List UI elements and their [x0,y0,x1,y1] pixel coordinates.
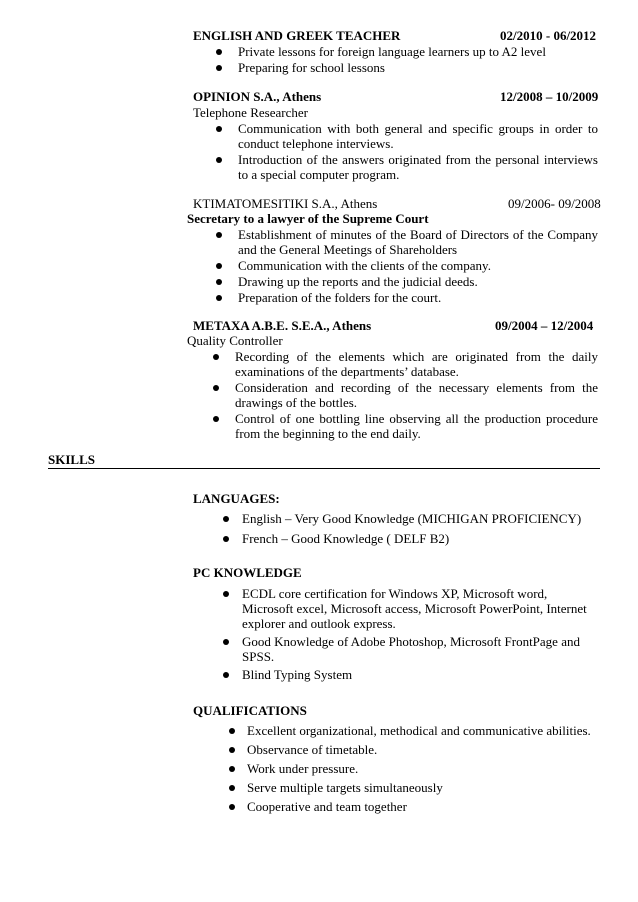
skill-item: French – Good Knowledge ( DELF B2) [242,531,450,546]
job-role: Telephone Researcher [193,105,308,120]
bullet-icon [216,65,222,71]
job-dates: 09/2006- 09/2008 [508,196,601,211]
skills-subheading-pc: PC KNOWLEDGE [193,565,302,580]
skill-item: English – Very Good Knowledge (MICHIGAN PROFICIENCY) [242,511,582,526]
section-divider [48,468,600,469]
job-dates: 02/2010 - 06/2012 [500,28,597,43]
job-company: KTIMATOMESITIKI S.A., Athens [193,196,378,211]
job-bullet: Control of one bottling line observing all the production procedure [235,411,598,426]
skill-item: Good Knowledge of Adobe Photoshop, Microsoft FrontPage and [242,634,580,649]
job-role: Secretary to a lawyer of the Supreme Court [187,211,429,226]
bullet-icon [216,49,222,55]
job-bullet-continued: examinations of the departments’ database. [235,364,459,379]
job-company: OPINION S.A., Athens [193,89,322,104]
bullet-icon [216,126,222,132]
job-bullet: Introduction of the answers originated from the personal interviews [238,152,598,167]
job-bullet: Communication with both general and specific groups in order to [238,121,598,136]
bullet-icon [213,385,219,391]
job-dates: 12/2008 – 10/2009 [500,89,599,104]
section-heading-skills: SKILLS [48,452,95,467]
job-bullet-continued: to a special computer program. [238,167,400,182]
qualification-item: Observance of timetable. [247,742,378,757]
skill-item: ECDL core certification for Windows XP, Microsoft word, [242,586,548,601]
bullet-icon [223,516,229,522]
bullet-icon [223,639,229,645]
bullet-icon [229,785,235,791]
bullet-icon [229,804,235,810]
bullet-icon [216,232,222,238]
bullet-icon [223,591,229,597]
job-bullet-continued: from the beginning to the end daily. [235,426,421,441]
qualification-item: Cooperative and team together [247,799,407,814]
job-bullet-continued: drawings of the bottles. [235,395,358,410]
skill-item: Blind Typing System [242,667,353,682]
bullet-icon [229,766,235,772]
bullet-icon [229,747,235,753]
job-bullet: Preparation of the folders for the court. [238,290,442,305]
job-bullet: Consideration and recording of the necessary elements from the [235,380,598,395]
bullet-icon [213,354,219,360]
job-bullet: Private lessons for foreign language learners up to A2 level [238,44,546,59]
bullet-icon [223,672,229,678]
qualification-item: Work under pressure. [247,761,359,776]
bullet-icon [216,263,222,269]
job-bullet-continued: conduct telephone interviews. [238,136,394,151]
bullet-icon [216,279,222,285]
bullet-icon [213,416,219,422]
job-bullet: Recording of the elements which are originated from the daily [235,349,598,364]
bullet-icon [216,295,222,301]
bullet-icon [229,728,235,734]
qualification-item: Serve multiple targets simultaneously [247,780,443,795]
job-bullet-continued: and the General Meetings of Shareholders [238,242,458,257]
skills-subheading-languages: LANGUAGES: [193,491,280,506]
skill-item-continued: Microsoft excel, Microsoft access, Microsoft PowerPoint, Internet [242,601,587,616]
job-bullet: Drawing up the reports and the judicial deeds. [238,274,478,289]
bullet-icon [216,157,222,163]
bullet-icon [223,536,229,542]
skill-item-continued: explorer and outlook express. [242,616,396,631]
qualification-item: Excellent organizational, methodical and communicative abilities. [247,723,591,738]
skills-subheading-qualifications: QUALIFICATIONS [193,703,307,718]
skill-item-continued: SPSS. [242,649,275,664]
job-company: ENGLISH AND GREEK TEACHER [193,28,401,43]
job-bullet: Preparing for school lessons [238,60,385,75]
job-bullet: Communication with the clients of the company. [238,258,491,273]
job-role: Quality Controller [187,333,283,348]
job-bullet: Establishment of minutes of the Board of Directors of the Company [238,227,598,242]
job-company: METAXA A.B.E. S.E.A., Athens [193,318,372,333]
job-dates: 09/2004 – 12/2004 [495,318,594,333]
